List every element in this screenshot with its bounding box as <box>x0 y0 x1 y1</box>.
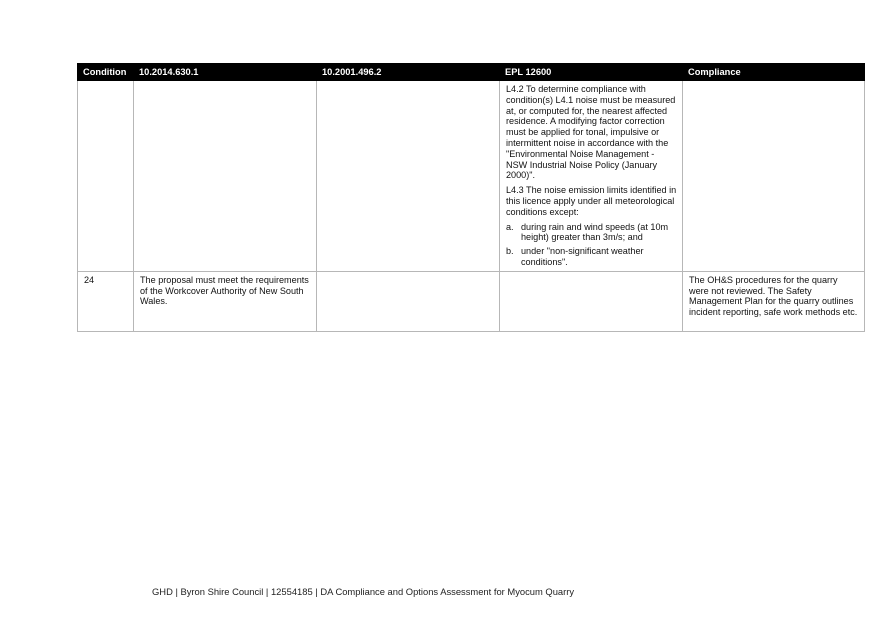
list-item <box>506 246 677 268</box>
cell-10-2001-496-2 <box>317 271 500 331</box>
cell-compliance <box>683 81 865 272</box>
cell-10-2014-630-1 <box>134 81 317 272</box>
cell-10-2014-630-1: The proposal must meet the requirements of the Workcover Authority of New South Wales. <box>134 271 317 331</box>
list-marker: b. <box>506 246 514 257</box>
header-10-2014-630-1: 10.2014.630.1 <box>134 64 317 81</box>
cell-condition <box>78 81 134 272</box>
epl-paragraph-l4-3: L4.3 The noise emission limits identified in this licence apply under all meteorological conditions except: <box>506 185 677 217</box>
cell-epl-12600 <box>500 271 683 331</box>
header-epl-12600: EPL 12600 <box>500 64 683 81</box>
page-footer: GHD | Byron Shire Council | 12554185 | DA Compliance and Options Assessment for Myocum Quarry <box>152 586 575 597</box>
table-row <box>78 271 865 331</box>
cell-compliance: The OH&S procedures for the quarry were not reviewed. The Safety Management Plan for the quarry outlines incident reporting, safe work methods etc. <box>683 271 865 331</box>
cell-condition: 24 <box>78 271 134 331</box>
compliance-table <box>77 63 865 332</box>
table-header-row <box>78 64 865 81</box>
list-item <box>506 222 677 244</box>
header-10-2001-496-2: 10.2001.496.2 <box>317 64 500 81</box>
header-compliance: Compliance <box>683 64 865 81</box>
header-condition: Condition <box>78 64 134 81</box>
table-row <box>78 81 865 272</box>
cell-10-2001-496-2 <box>317 81 500 272</box>
cell-epl-12600 <box>500 81 683 272</box>
epl-paragraph-l4-2: L4.2 To determine compliance with condition(s) L4.1 noise must be measured at, or computed for, the nearest affected residence. A modifying factor correction must be applied for tonal, impulsive or intermittent noise in accordance with the "Environmental Noise Management - NSW Industrial Noise Policy (January 2000)". <box>506 84 676 181</box>
list-item-text: under "non-significant weather conditions". <box>521 246 644 267</box>
list-item-text: during rain and wind speeds (at 10m height) greater than 3m/s; and <box>521 221 669 243</box>
list-marker: a. <box>506 221 514 232</box>
